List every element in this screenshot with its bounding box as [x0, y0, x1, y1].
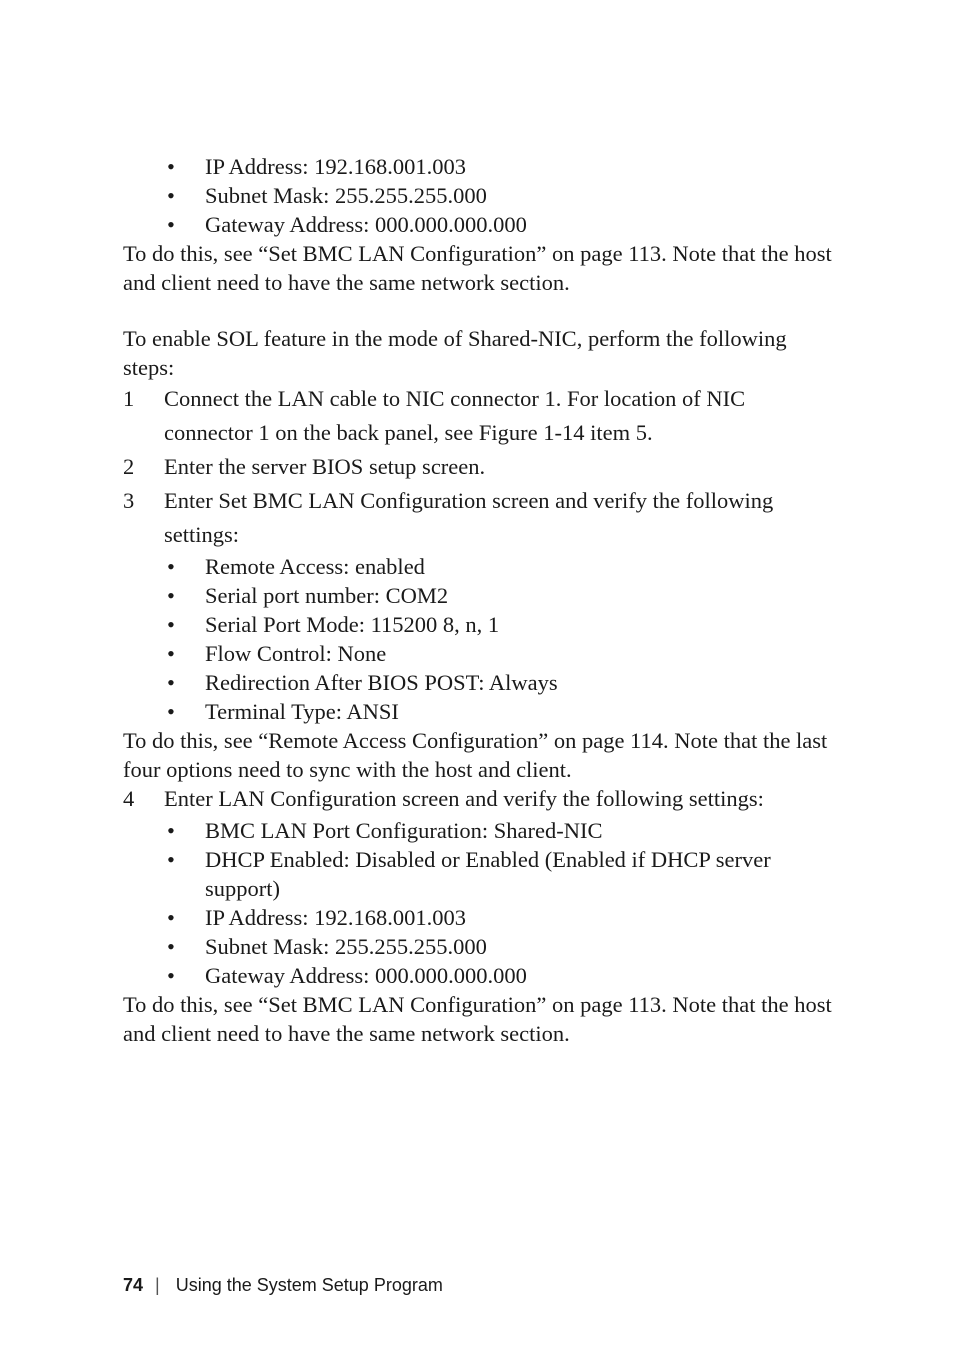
step-text: Enter LAN Configuration screen and verify the following settings:	[164, 786, 764, 811]
list-item: • Gateway Address: 000.000.000.000	[123, 961, 833, 990]
step-3	[123, 484, 833, 552]
bullet-list-lan-settings	[123, 816, 833, 990]
list-item: • Serial Port Mode: 115200 8, n, 1	[123, 610, 833, 639]
list-item: • Serial port number: COM2	[123, 581, 833, 610]
list-item: • Subnet Mask: 255.255.255.000	[123, 932, 833, 961]
list-item: • Terminal Type: ANSI	[123, 697, 833, 726]
paragraph-set-bmc-lan-note: To do this, see “Set BMC LAN Configuration” on page 113. Note that the host and client need to have the same network section.	[123, 241, 832, 295]
step-number: 1	[123, 386, 135, 411]
paragraph-remote-access-note: To do this, see “Remote Access Configuration” on page 114. Note that the last four options need to sync with the host and client.	[123, 728, 828, 782]
paragraph-set-bmc-lan-note-2: To do this, see “Set BMC LAN Configuration” on page 113. Note that the host and client need to have the same network section.	[123, 992, 832, 1046]
bullet-list-network-settings	[123, 152, 833, 239]
list-item: • IP Address: 192.168.001.003	[123, 152, 833, 181]
document-body	[123, 152, 833, 1048]
step-1	[123, 382, 833, 450]
page-number: 74	[123, 1275, 144, 1295]
step-number: 2	[123, 454, 135, 479]
list-item: • BMC LAN Port Configuration: Shared-NIC	[123, 816, 833, 845]
paragraph-spacer	[123, 297, 833, 324]
list-item: • Remote Access: enabled	[123, 552, 833, 581]
list-item: • DHCP Enabled: Disabled or Enabled (Enabled if DHCP server support)	[123, 845, 833, 903]
step-4	[123, 784, 833, 813]
step-2	[123, 450, 833, 484]
page-footer	[123, 1273, 443, 1297]
bullet-list-remote-access-settings	[123, 552, 833, 726]
footer-separator: |	[155, 1275, 160, 1295]
list-item: • IP Address: 192.168.001.003	[123, 903, 833, 932]
step-text: Enter the server BIOS setup screen.	[164, 454, 486, 479]
step-text: Connect the LAN cable to NIC connector 1. For location of NIC connector 1 on the back panel, see Figure 1-14 item 5.	[164, 386, 746, 445]
step-number: 3	[123, 488, 135, 513]
paragraph-sol-intro: To enable SOL feature in the mode of Shared-NIC, perform the following steps:	[123, 326, 787, 380]
list-item: • Subnet Mask: 255.255.255.000	[123, 181, 833, 210]
list-item: • Flow Control: None	[123, 639, 833, 668]
step-number: 4	[123, 786, 135, 811]
list-item: • Gateway Address: 000.000.000.000	[123, 210, 833, 239]
footer-section-title: Using the System Setup Program	[175, 1275, 443, 1295]
list-item: • Redirection After BIOS POST: Always	[123, 668, 833, 697]
step-text: Enter Set BMC LAN Configuration screen and verify the following settings:	[164, 488, 774, 547]
